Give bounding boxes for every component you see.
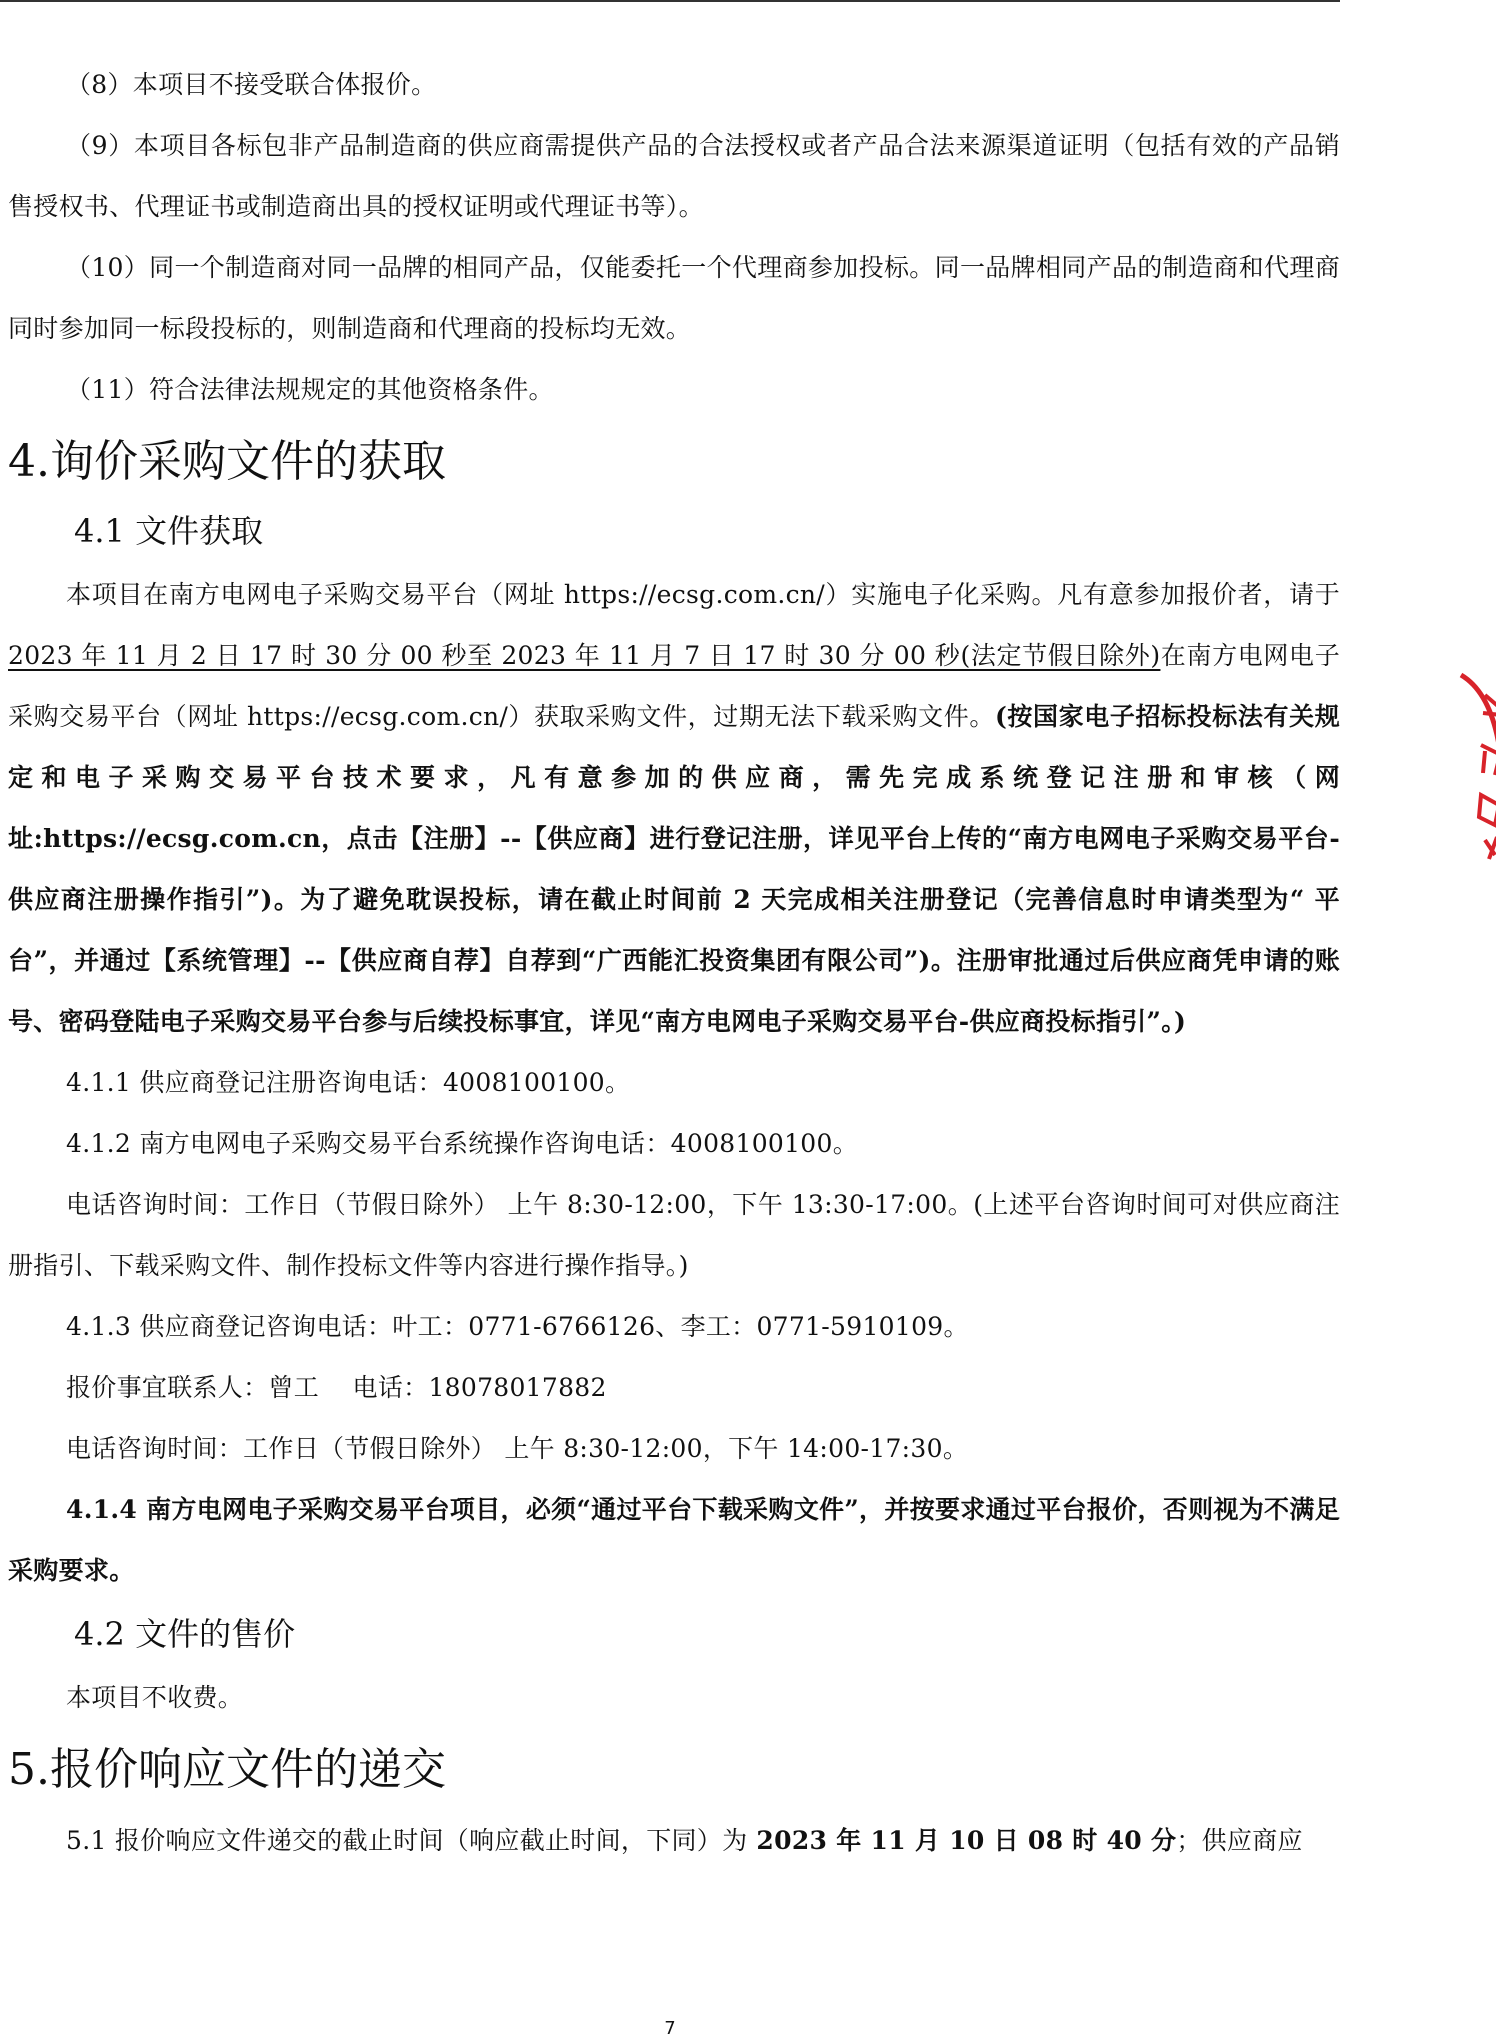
quote-contact: 报价事宜联系人：曾工 电话：18078017882 [66, 1373, 607, 1402]
acq-date-range: 2023 年 11 月 2 日 17 时 30 分 00 秒至 2023 年 11 月 7 日 17 时 30 分 00 秒(法定节假日除外) [8, 641, 1161, 670]
line-4-1-2: 4.1.2 南方电网电子采购交易平台系统操作咨询电话：4008100100。 [66, 1129, 859, 1158]
paragraph-5-1 [8, 1810, 1340, 1871]
section-5-heading: 5.报价响应文件的递交 [8, 1744, 446, 1795]
red-seal-stamp [1455, 655, 1496, 875]
line-4-1-1: 4.1.1 供应商登记注册咨询电话：4008100100。 [66, 1068, 631, 1097]
consult-hours-1: 电话咨询时间：工作日（节假日除外） 上午 8:30-12:00，下午 13:30-17:00。(上述平台咨询时间可对供应商注册指引、下载采购文件、制作投标文件等内容进行操作指导。) [8, 1190, 1340, 1280]
line-4-1-3: 4.1.3 供应商登记咨询电话：叶工：0771-6766126、李工：0771-5910109。 [66, 1312, 969, 1341]
p51-deadline: 2023 年 11 月 10 日 08 时 40 分 [747, 1826, 1177, 1855]
document-page [8, 54, 1340, 1871]
line-4-1-4: 4.1.4 南方电网电子采购交易平台项目，必须“通过平台下载采购文件”，并按要求通过平台报价，否则视为不满足采购要求。 [8, 1495, 1340, 1585]
section-4-heading: 4.询价采购文件的获取 [8, 436, 446, 487]
acq-registration-note: (按国家电子招标投标法有关规定和电子采购交易平台技术要求，凡有意参加的供应商，需先完成系统登记注册和审核（网址:https://ecsg.com.cn，点击【注册】--【供应商】进行登记注册，详见平台上传的“南方电网电子采购交易平台-供应商注册操作指引”)。为了避免耽误投标，请在截止时间前 2 天完成相关注册登记（完善信息时申请类型为“ 平台”，并通过【系统管理】--【供应商自荐】自荐到“广西能汇投资集团有限公司”)。注册审批通过后供应商凭申请的账号、密码登陆电子采购交易平台参与后续投标事宜，详见“南方电网电子采购交易平台-供应商投标指引”。) [8, 702, 1340, 1036]
p51-text-b: ；供应商应 [1176, 1826, 1303, 1855]
page-number: 7 [664, 2018, 676, 2039]
consult-hours-2: 电话咨询时间：工作日（节假日除外） 上午 8:30-12:00，下午 14:00-17:30。 [66, 1434, 969, 1463]
item-8: （8）本项目不接受联合体报价。 [66, 70, 437, 99]
section-4-2-heading: 4.2 文件的售价 [74, 1615, 296, 1653]
acq-text-a: 本项目在南方电网电子采购交易平台（网址 https://ecsg.com.cn/）实施电子化采购。凡有意参加报价者，请于 [66, 580, 1340, 609]
p51-text-a: 5.1 报价响应文件递交的截止时间（响应截止时间，下同）为 [66, 1826, 748, 1855]
paragraph-file-acquisition [8, 564, 1340, 1052]
top-rule [0, 0, 1340, 2]
section-4-1-heading: 4.1 文件获取 [74, 512, 264, 550]
item-9: （9）本项目各标包非产品制造商的供应商需提供产品的合法授权或者产品合法来源渠道证明（包括有效的产品销售授权书、代理证书或制造商出具的授权证明或代理证书等）。 [8, 131, 1340, 221]
fee-note: 本项目不收费。 [66, 1683, 244, 1712]
acq-text-b: 在南方电网电子采购交易平台（网址 https://ecsg.com.cn/）获取采购文件，过期无法下载采购文件。 [8, 641, 1340, 731]
item-11: （11）符合法律法规规定的其他资格条件。 [66, 375, 554, 404]
item-10: （10）同一个制造商对同一品牌的相同产品，仅能委托一个代理商参加投标。同一品牌相同产品的制造商和代理商同时参加同一标段投标的，则制造商和代理商的投标均无效。 [8, 253, 1340, 343]
